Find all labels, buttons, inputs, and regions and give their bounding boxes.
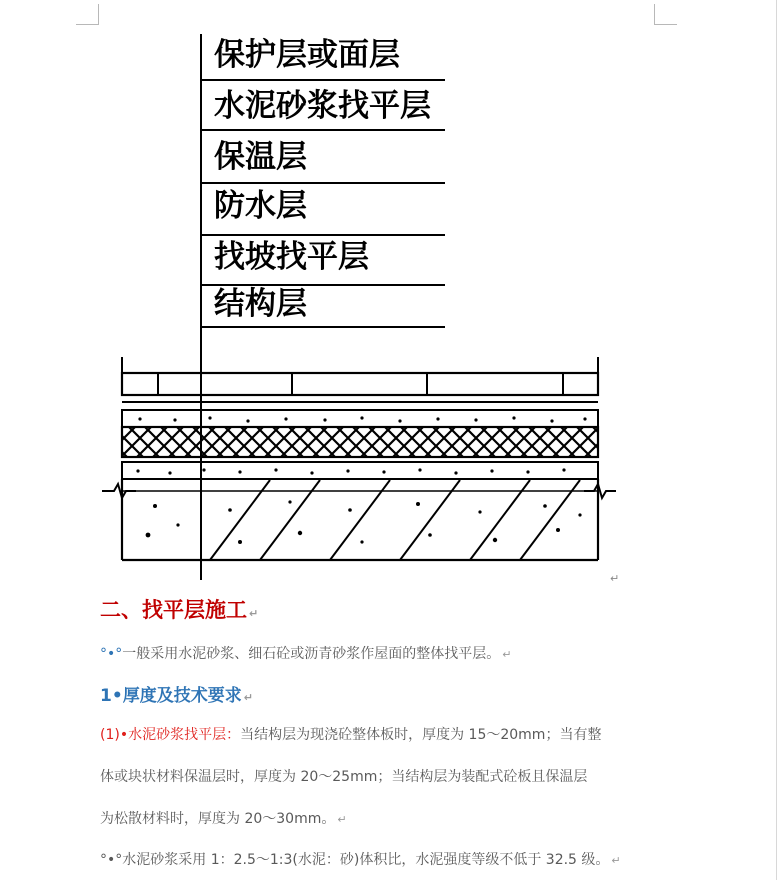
bullet-mark: °•° [100,852,123,868]
paragraph-mark: ↵ [243,691,253,704]
item1-line3-text: 为松散材料时，厚度为 20～30mm。 [100,811,336,827]
layer-label-screed: 水泥砂浆找平层 [214,88,431,124]
item2-paragraph [100,849,621,869]
item1-label: (1)•水泥砂浆找平层： [100,727,241,743]
paragraph-mark: ↵ [611,854,621,867]
section-drawing [102,357,616,560]
section-heading-text: 二、找平层施工 [100,598,247,622]
item1-line3 [100,808,347,828]
item1-line1 [100,724,601,744]
item1-line2-text: 体或块状材料保温层时，厚度为 20～25mm；当结构层为装配式砼板且保温层 [100,769,588,785]
layer-label-waterproof: 防水层 [214,188,307,224]
layer-label-insulation: 保温层 [214,139,307,175]
intro-text: 一般采用水泥砂浆、细石砼或沥青砂浆作屋面的整体找平层。 [122,646,501,662]
crop-mark-top-right [654,4,677,25]
crop-mark-top-left [76,4,99,25]
paragraph-mark: ↵ [249,607,259,620]
diagram-return-mark: ↵ [610,572,620,585]
paragraph-mark: ↵ [337,813,347,826]
bullet-mark: °•° [100,646,123,662]
subheading-thickness-text: 1•厚度及技术要求 [100,686,242,706]
intro-paragraph [100,643,511,663]
item1-line2 [100,766,587,786]
item2-text: 水泥砂浆采用 1：2.5～1:3(水泥：砂)体积比，水泥强度等级不低于 32.5 级。 [122,852,610,868]
paragraph-mark: ↵ [502,648,512,661]
item1-line1-text: 当结构层为现浇砼整体板时，厚度为 15～20mm；当有整 [240,727,602,743]
layer-label-protection: 保护层或面层 [214,37,400,73]
subheading-thickness [100,681,253,706]
page-edge [776,0,777,880]
layer-label-slope: 找坡找平层 [214,239,369,275]
roof-layer-diagram [100,30,620,590]
layer-label-structure: 结构层 [214,286,307,322]
section-heading [100,594,258,624]
